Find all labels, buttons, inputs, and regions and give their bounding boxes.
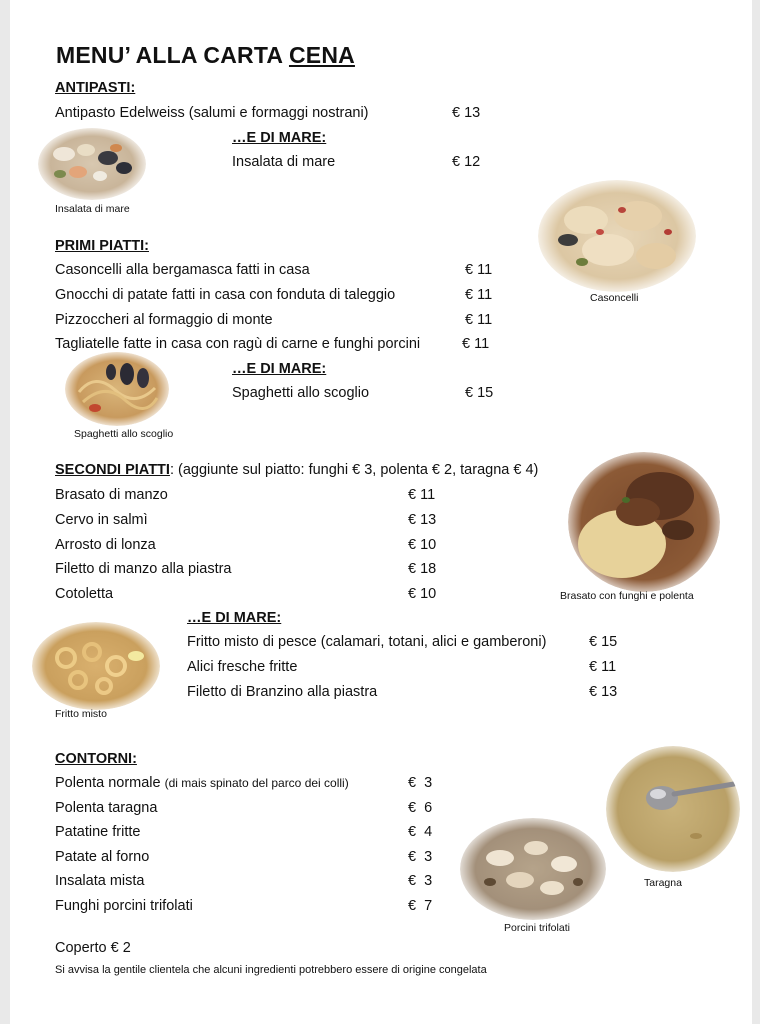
secondi-mare-item-name: Filetto di Branzino alla piastra xyxy=(187,684,378,700)
title-highlight: CENA xyxy=(288,42,355,68)
secondi-heading-line xyxy=(55,462,538,478)
primi-mare-heading: …E DI MARE: xyxy=(232,361,327,377)
secondi-mare-item-price: € 11 xyxy=(589,659,617,675)
secondi-item-price: € 18 xyxy=(408,561,437,577)
antipasti-heading: ANTIPASTI: xyxy=(55,80,136,96)
secondi-item-name: Filetto di manzo alla piastra xyxy=(55,561,232,577)
antipasti-mare-item-name: Insalata di mare xyxy=(232,154,336,170)
secondi-item-price: € 11 xyxy=(408,487,436,503)
contorni-item-name: Patate al forno xyxy=(55,849,150,865)
coperto-text: Coperto € 2 xyxy=(55,940,131,956)
contorni-item-price: € 3 xyxy=(408,775,433,791)
primi-item-price: € 11 xyxy=(465,312,493,328)
secondi-item-price: € 10 xyxy=(408,586,437,602)
secondi-item-name: Cotoletta xyxy=(55,586,114,602)
title-main: MENU’ ALLA CARTA xyxy=(56,42,283,68)
brasato-caption: Brasato con funghi e polenta xyxy=(560,590,694,602)
contorni-item-price: € 3 xyxy=(408,849,433,865)
secondi-item-name: Brasato di manzo xyxy=(55,487,168,503)
fritto-caption: Fritto misto xyxy=(55,708,107,720)
secondi-item-price: € 13 xyxy=(408,512,437,528)
footer-note: Si avvisa la gentile clientela che alcuni ingredienti potrebbero essere di origine congelata xyxy=(55,964,487,976)
taragna-caption: Taragna xyxy=(644,877,682,889)
secondi-item-price: € 10 xyxy=(408,537,437,553)
primi-mare-item-price: € 15 xyxy=(465,385,494,401)
menu-page xyxy=(10,0,752,1024)
primi-item-name: Tagliatelle fatte in casa con ragù di carne e funghi porcini xyxy=(55,336,421,352)
primi-mare-item-name: Spaghetti allo scoglio xyxy=(232,385,370,401)
contorni-item-price: € 6 xyxy=(408,800,433,816)
contorni-item-name: Patatine fritte xyxy=(55,824,141,840)
secondi-item-name: Arrosto di lonza xyxy=(55,537,156,553)
insalata-caption: Insalata di mare xyxy=(55,203,130,215)
secondi-mare-item-price: € 15 xyxy=(589,634,618,650)
fritto-misto-photo xyxy=(32,622,160,710)
porcini-photo xyxy=(460,818,606,920)
secondi-mare-item-price: € 13 xyxy=(589,684,618,700)
spaghetti-caption: Spaghetti allo scoglio xyxy=(74,428,174,440)
primi-item-name: Gnocchi di patate fatti in casa con fonduta di taleggio xyxy=(55,287,396,303)
spaghetti-photo xyxy=(65,352,169,426)
antipasti-item-name: Antipasto Edelweiss (salumi e formaggi nostrani) xyxy=(55,105,369,121)
primi-item-price: € 11 xyxy=(465,262,493,278)
contorni-item-detail: (di mais spinato del parco dei colli) xyxy=(164,776,349,790)
secondi-mare-heading: …E DI MARE: xyxy=(187,610,282,626)
taragna-photo xyxy=(606,746,740,872)
secondi-item-name: Cervo in salmì xyxy=(55,512,148,528)
brasato-photo xyxy=(568,452,720,592)
primi-item-price: € 11 xyxy=(465,287,493,303)
antipasti-mare-heading: …E DI MARE: xyxy=(232,130,327,146)
contorni-item-name: Insalata mista xyxy=(55,873,145,889)
primi-heading: PRIMI PIATTI: xyxy=(55,238,149,254)
contorni-item-price: € 7 xyxy=(408,898,433,914)
page-title xyxy=(56,42,355,69)
antipasti-item-price: € 13 xyxy=(452,105,481,121)
porcini-caption: Porcini trifolati xyxy=(504,922,570,934)
insalata-di-mare-photo xyxy=(38,128,146,200)
secondi-heading: SECONDI PIATTI xyxy=(55,462,170,478)
contorni-heading: CONTORNI: xyxy=(55,751,137,767)
primi-item-name: Pizzoccheri al formaggio di monte xyxy=(55,312,273,328)
contorni-item-price: € 3 xyxy=(408,873,433,889)
contorni-item-name xyxy=(55,775,349,791)
secondi-mare-item-name: Alici fresche fritte xyxy=(187,659,298,675)
primi-item-name: Casoncelli alla bergamasca fatti in casa xyxy=(55,262,310,278)
contorni-item-label: Polenta normale xyxy=(55,775,161,791)
contorni-item-price: € 4 xyxy=(408,824,433,840)
secondi-note: : (aggiunte sul piatto: funghi € 3, polenta € 2, taragna € 4) xyxy=(169,462,539,478)
contorni-item-name: Polenta taragna xyxy=(55,800,158,816)
antipasti-mare-item-price: € 12 xyxy=(452,154,481,170)
casoncelli-photo xyxy=(538,180,696,292)
contorni-item-name: Funghi porcini trifolati xyxy=(55,898,193,914)
primi-item-price: € 11 xyxy=(462,336,490,352)
secondi-mare-item-name: Fritto misto di pesce (calamari, totani, alici e gamberoni) xyxy=(187,634,547,650)
casoncelli-caption: Casoncelli xyxy=(590,292,639,304)
